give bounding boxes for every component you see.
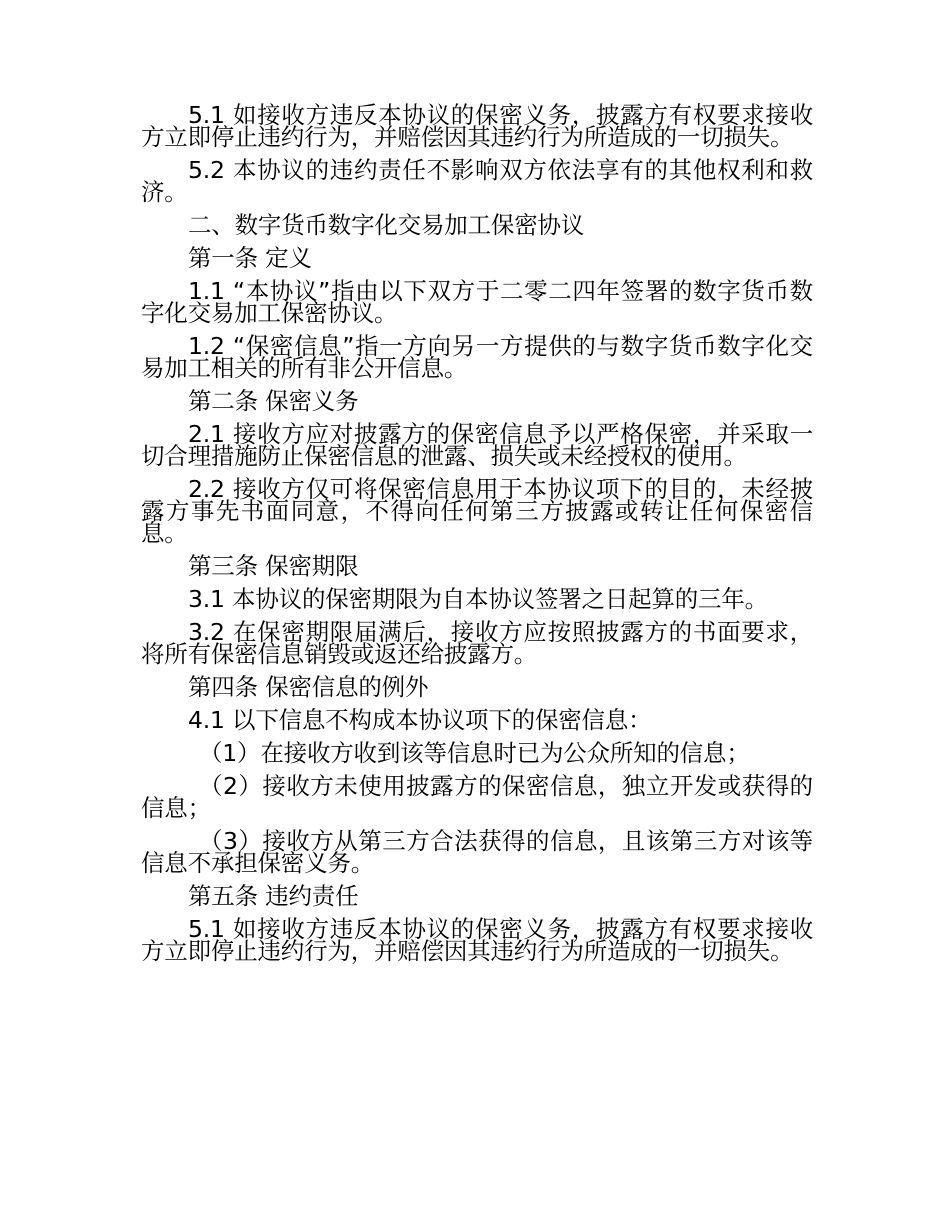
paragraph-5-1-bottom: 5.1 如接收方违反本协议的保密义务，披露方有权要求接收方立即停止违约行为，并赔偿因其违约行为所造成的一切损失。: [141, 915, 813, 965]
article-heading-3: 第三条 保密期限: [188, 552, 359, 580]
paragraph-5-1-top: 5.1 如接收方违反本协议的保密义务，披露方有权要求接收方立即停止违约行为，并赔偿因其违约行为所造成的一切损失。: [141, 101, 813, 151]
paragraph-5-2: 5.2 本协议的违约责任不影响双方依法享有的其他权利和救济。: [141, 156, 813, 206]
article-heading-2: 第二条 保密义务: [188, 387, 359, 415]
paragraph-3-1: 3.1 本协议的保密期限为自本协议签署之日起算的三年。: [188, 585, 768, 613]
paragraph-2-1: 2.1 接收方应对披露方的保密信息予以严格保密，并采取一切合理措施防止保密信息的泄露、损失或未经授权的使用。: [141, 420, 813, 470]
list-item-2: （2）接收方未使用披露方的保密信息，独立开发或获得的信息；: [141, 772, 813, 822]
article-heading-4: 第四条 保密信息的例外: [188, 673, 429, 701]
article-heading-5: 第五条 违约责任: [188, 882, 359, 910]
section-heading-two: 二、数字货币数字化交易加工保密协议: [188, 211, 585, 239]
document-body: [141, 101, 813, 973]
paragraph-2-2: 2.2 接收方仅可将保密信息用于本协议项下的目的，未经披露方事先书面同意，不得向任何第三方披露或转让任何保密信息。: [141, 475, 813, 547]
list-item-1: （1）在接收方收到该等信息时已为公众所知的信息；: [199, 739, 750, 767]
article-heading-1: 第一条 定义: [188, 244, 312, 272]
paragraph-1-2: 1.2 “保密信息”指一方向另一方提供的与数字货币数字化交易加工相关的所有非公开信息。: [141, 332, 813, 382]
paragraph-4-1: 4.1 以下信息不构成本协议项下的保密信息：: [188, 706, 652, 734]
list-item-3: （3）接收方从第三方合法获得的信息，且该第三方对该等信息不承担保密义务。: [141, 827, 813, 877]
paragraph-3-2: 3.2 在保密期限届满后，接收方应按照披露方的书面要求，将所有保密信息销毁或返还给披露方。: [141, 618, 813, 668]
paragraph-1-1: 1.1 “本协议”指由以下双方于二零二四年签署的数字货币数字化交易加工保密协议。: [141, 277, 813, 327]
